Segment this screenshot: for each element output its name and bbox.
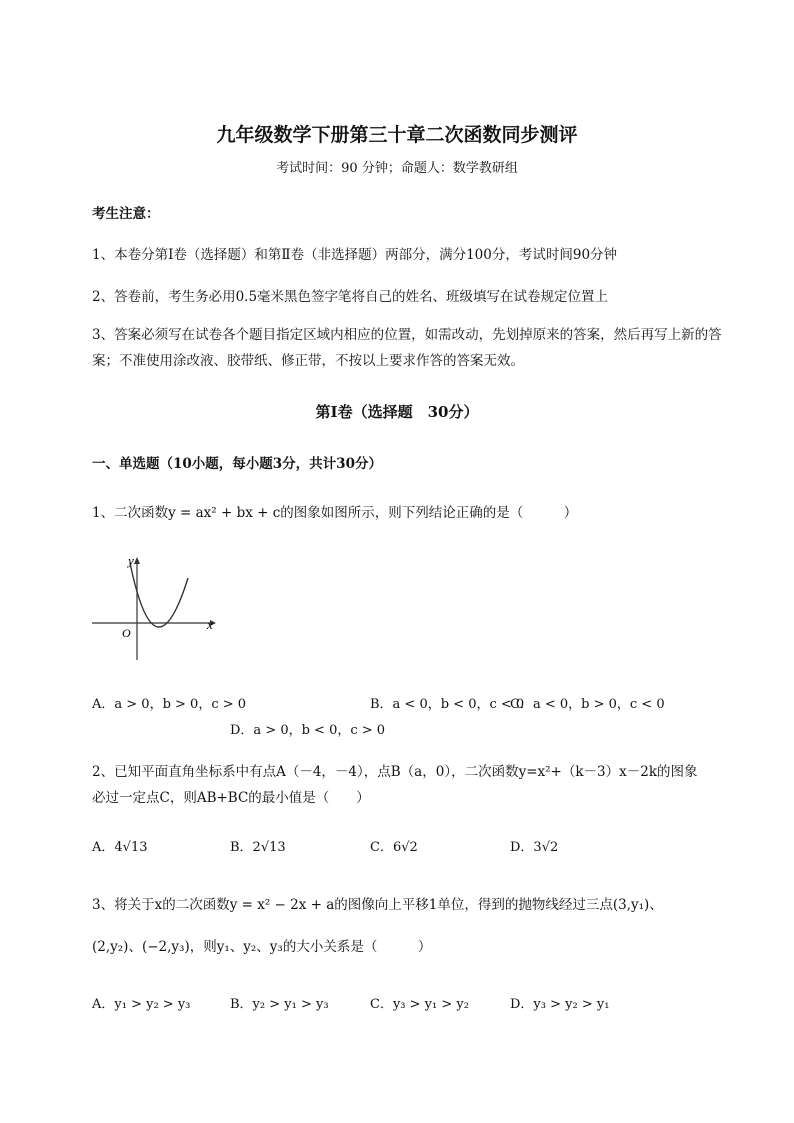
question-2-option-b: B．2√13 <box>230 840 286 855</box>
question-1-option-b: B．a < 0，b < 0，c < 0 <box>370 697 525 712</box>
origin-label: O <box>122 626 131 640</box>
parabola-graph <box>90 548 220 668</box>
question-1-option-a: A．a > 0，b > 0，c > 0 <box>92 697 247 712</box>
question-2-option-a: A．4√13 <box>92 840 148 855</box>
question-3-option-b: B．y₂ > y₁ > y₃ <box>230 997 329 1012</box>
y-axis-arrow <box>134 557 140 564</box>
question-1-stem: 1、二次函数y = ax² + bx + c的图象如图所示，则下列结论正确的是（ ） <box>92 505 578 521</box>
document-title: 九年级数学下册第三十章二次函数同步测评 <box>216 124 578 146</box>
notice-item-3: 3、答案必须写在试卷各个题目指定区域内相应的位置，如需改动，先划掉原来的答案，然后再写上新的答案；不准使用涂改液、胶带纸、修正带，不按以上要求作答的答案无效。 <box>92 327 722 369</box>
question-2-stem-line2: 必过一定点C，则AB+BC的最小值是（ ） <box>92 790 370 806</box>
document-subtitle: 考试时间：90 分钟；命题人：数学教研组 <box>276 161 518 176</box>
y-axis-label: y <box>128 553 134 568</box>
question-2-stem-line1: 2、已知平面直角坐标系中有点A（－4，－4），点B（a，0），二次函数y=x²+（k－3）x－2k的图象 <box>92 764 698 780</box>
notice-item-2: 2、答卷前，考生务必用0.5毫米黑色签字笔将自己的姓名、班级填写在试卷规定位置上 <box>92 289 609 305</box>
question-3-stem-line1: 3、将关于x的二次函数y = x² − 2x + a的图像向上平移1单位，得到的抛物线经过三点(3,y₁)、 <box>92 897 663 913</box>
question-3-option-d: D．y₃ > y₂ > y₁ <box>510 997 610 1012</box>
notice-item-1: 1、本卷分第Ⅰ卷（选择题）和第Ⅱ卷（非选择题）两部分，满分100分，考试时间90分钟 <box>92 247 618 263</box>
question-1-option-c: C．a < 0，b > 0，c < 0 <box>510 697 665 712</box>
x-axis-label: x <box>207 617 213 632</box>
parabola-curve <box>130 563 188 627</box>
question-3-option-a: A．y₁ > y₂ > y₃ <box>92 997 191 1012</box>
question-3-stem-line2: (2,y₂)、(−2,y₃)，则y₁、y₂、y₃的大小关系是（ ） <box>92 939 432 955</box>
question-2-option-d: D．3√2 <box>510 840 559 855</box>
notice-heading: 考生注意： <box>92 206 160 222</box>
question-2-option-c: C．6√2 <box>370 840 418 855</box>
question-3-option-c: C．y₃ > y₁ > y₂ <box>370 997 469 1012</box>
section1-title: 一、单选题（10小题，每小题3分，共计30分） <box>92 456 382 472</box>
question-1-option-d: D．a > 0，b < 0，c > 0 <box>230 723 386 738</box>
part1-title: 第Ⅰ卷（选择题 30分） <box>315 403 479 421</box>
